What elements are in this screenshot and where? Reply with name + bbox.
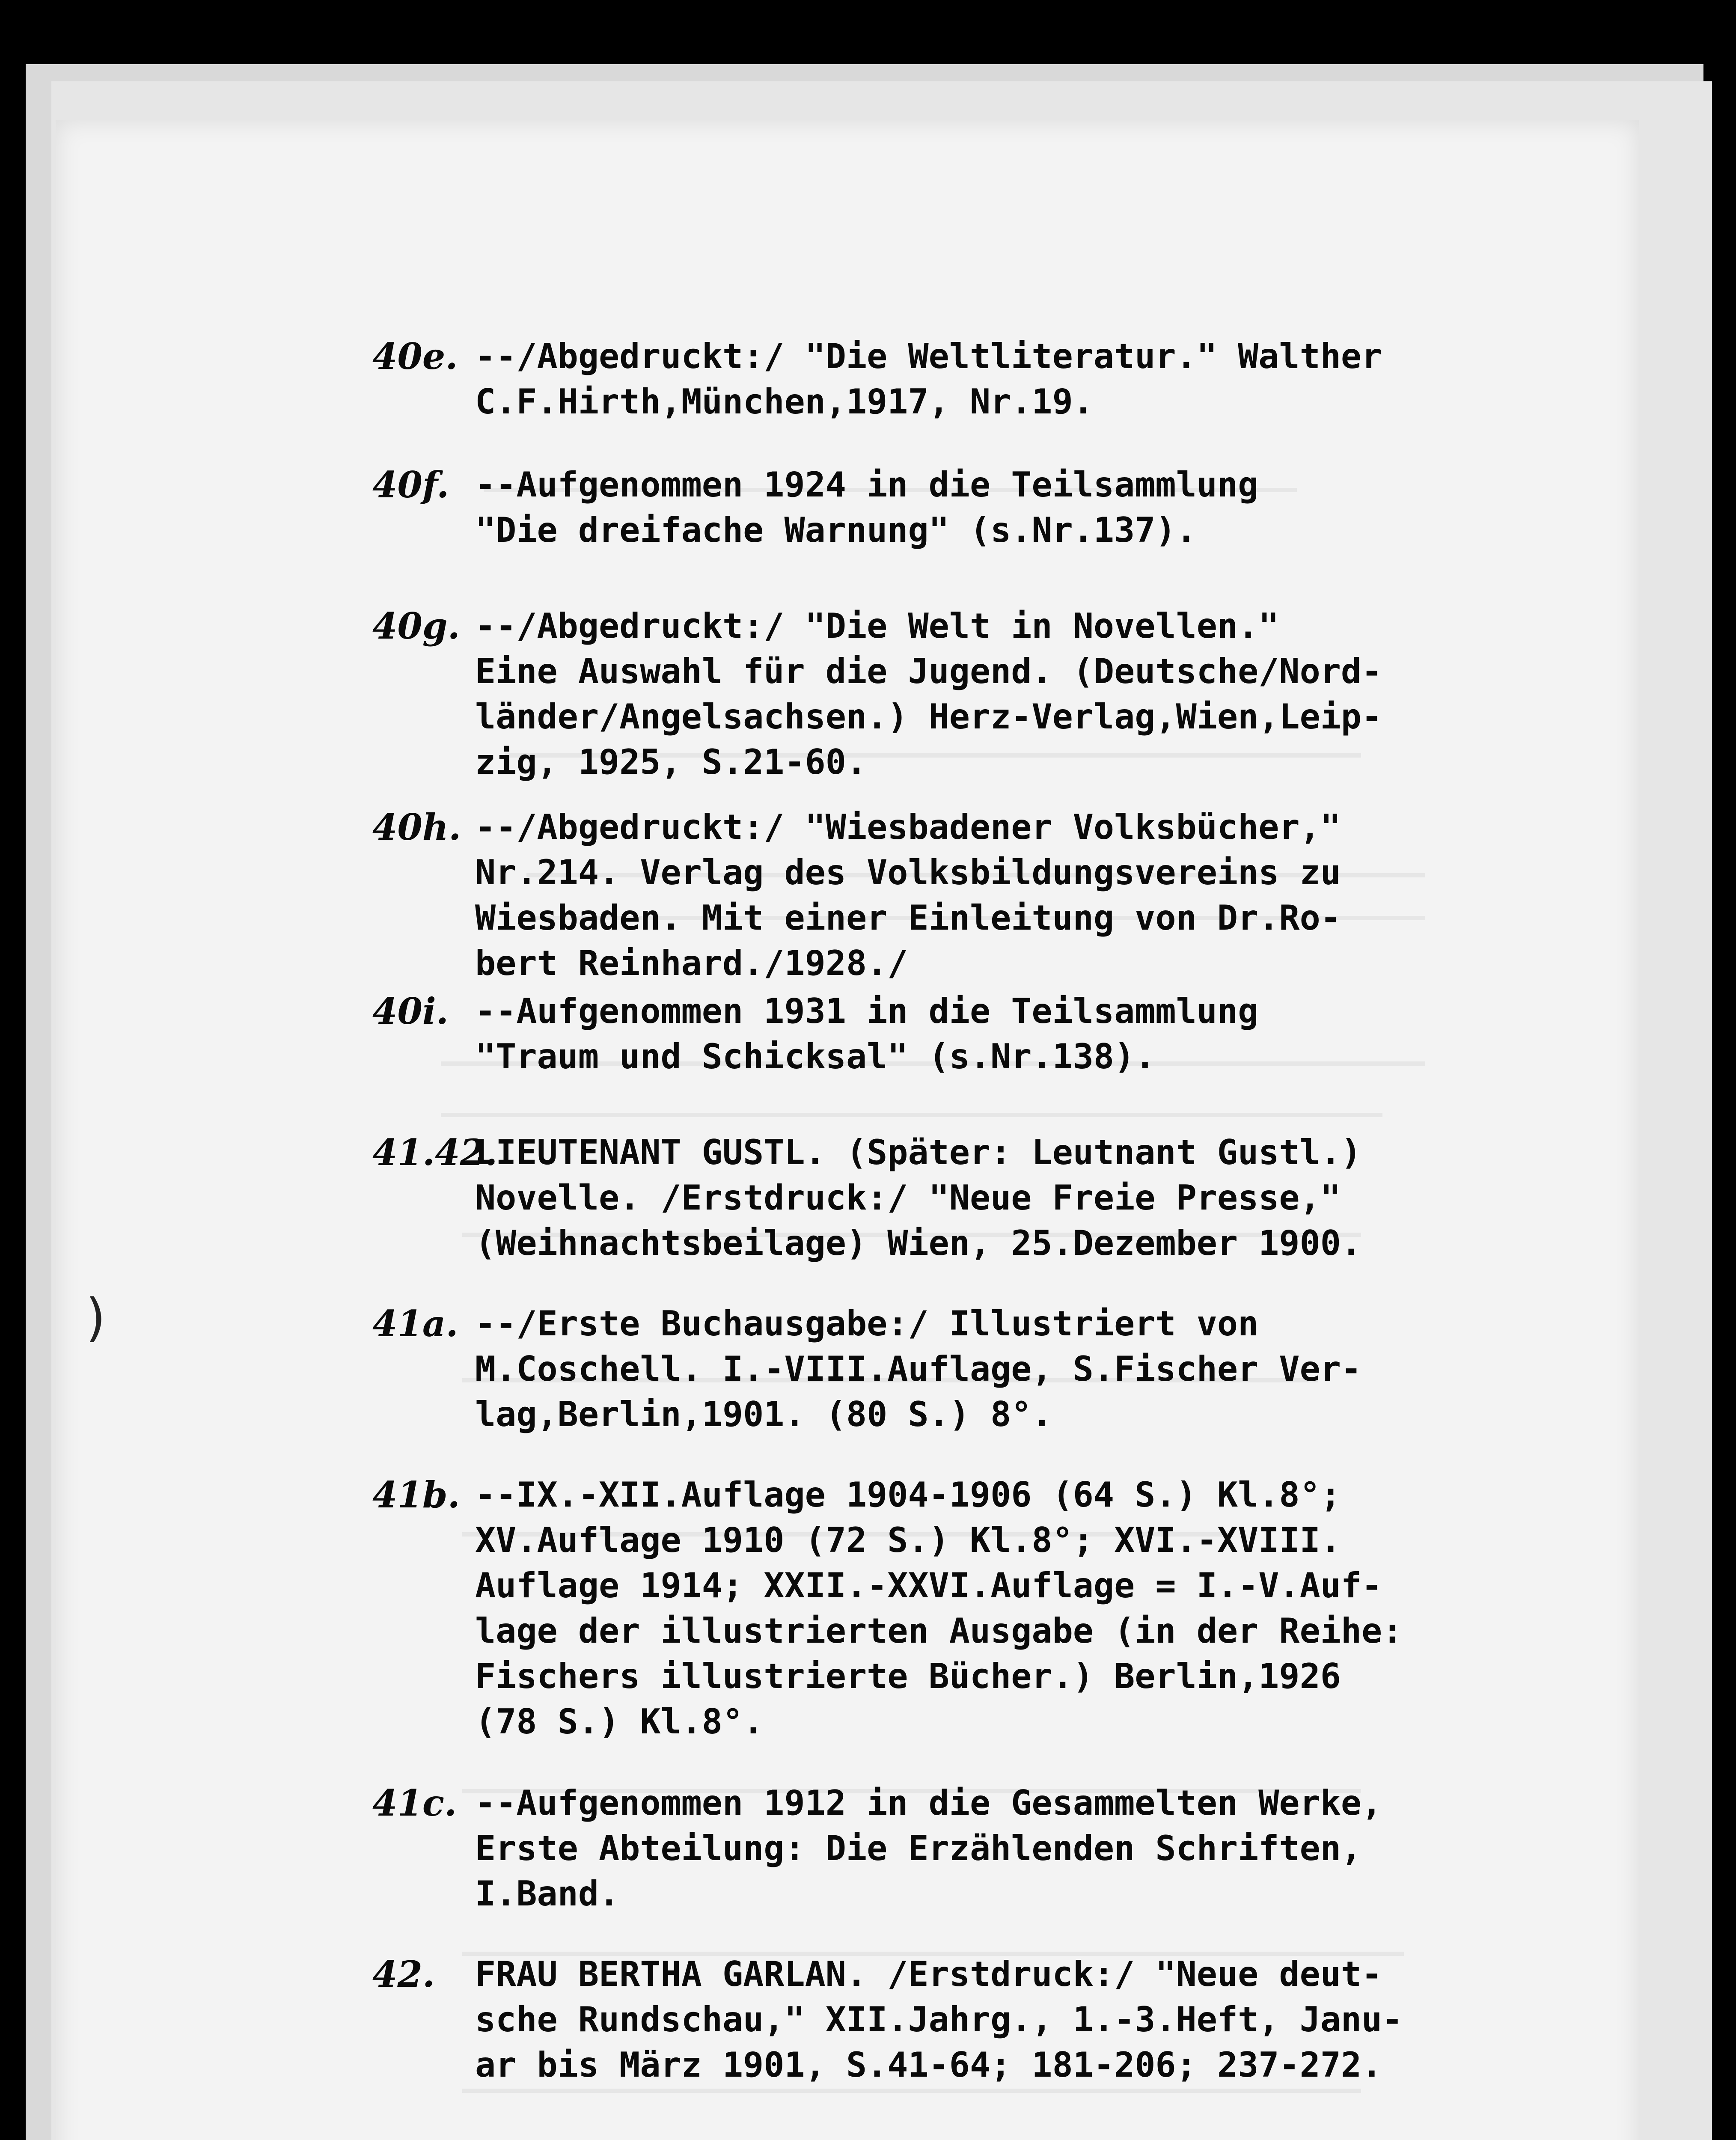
entry-number: 40g. <box>372 605 460 647</box>
entry-number: 42. <box>372 1953 435 1995</box>
entry-number: 41b. <box>372 1474 460 1516</box>
entry-line: (78 S.) Kl.8°. <box>475 1702 764 1742</box>
entry-line: --/Erste Buchausgabe:/ Illustriert von <box>475 1304 1259 1343</box>
entry-line: zig, 1925, S.21-60. <box>475 742 867 782</box>
entry-40h <box>372 805 1341 986</box>
entry-line: lage der illustrierten Ausgabe (in der Reihe: <box>475 1611 1403 1651</box>
entry-40g <box>372 603 1382 785</box>
entry-number: 41c. <box>372 1782 457 1824</box>
entry-41a <box>372 1301 1362 1437</box>
entry-number: 41a. <box>372 1302 458 1345</box>
entry-line: bert Reinhard./1928./ <box>475 943 908 983</box>
entry-line: --Aufgenommen 1912 in die Gesammelten Werke, <box>475 1783 1382 1823</box>
entry-line: "Die dreifache Warnung" (s.Nr.137). <box>475 510 1197 550</box>
entry-number: 40i. <box>372 990 449 1032</box>
entry-line: --IX.-XII.Auflage 1904-1906 (64 S.) Kl.8°; <box>475 1475 1341 1515</box>
entry-number: 41.42. <box>372 1131 498 1174</box>
entry-line: M.Coschell. I.-VIII.Auflage, S.Fischer Ver- <box>475 1349 1362 1389</box>
entry-line: Nr.214. Verlag des Volksbildungsvereins zu <box>475 853 1341 892</box>
entry-42 <box>372 1952 1403 2088</box>
entry-line: XV.Auflage 1910 (72 S.) Kl.8°; XVI.-XVIII. <box>475 1520 1341 1560</box>
entry-40f <box>372 462 1259 553</box>
entry-line: Novelle. /Erstdruck:/ "Neue Freie Presse," <box>475 1178 1341 1218</box>
entry-line: --/Abgedruckt:/ "Die Welt in Novellen." <box>475 606 1279 646</box>
entry-line: Auflage 1914; XXII.-XXVI.Auflage = I.-V.Auf- <box>475 1566 1382 1605</box>
entry-number: 40e. <box>372 335 458 377</box>
entry-line: ar bis März 1901, S.41-64; 181-206; 237-272. <box>475 2045 1382 2085</box>
entry-line: länder/Angelsachsen.) Herz-Verlag,Wien,Leip- <box>475 697 1382 737</box>
entry-line: (Weihnachtsbeilage) Wien, 25.Dezember 1900. <box>475 1223 1362 1263</box>
entry-line: LIEUTENANT GUSTL. (Später: Leutnant Gustl.) <box>475 1132 1362 1172</box>
entry-number: 40f. <box>372 464 449 506</box>
entry-41c <box>372 1780 1382 1917</box>
entry-line: --/Abgedruckt:/ "Wiesbadener Volksbücher," <box>475 807 1341 847</box>
entry-line: --Aufgenommen 1924 in die Teilsammlung <box>475 465 1259 505</box>
entry-line: "Traum und Schicksal" (s.Nr.138). <box>475 1037 1156 1076</box>
entry-line: I.Band. <box>475 1874 620 1914</box>
entry-line: Eine Auswahl für die Jugend. (Deutsche/Nord- <box>475 651 1382 691</box>
entry-40e <box>372 334 1382 425</box>
entry-40i <box>372 989 1259 1079</box>
entry-line: Fischers illustrierte Bücher.) Berlin,1926 <box>475 1656 1341 1696</box>
entry-line: lag,Berlin,1901. (80 S.) 8°. <box>475 1394 1052 1434</box>
entry-41 <box>372 1130 1362 1266</box>
entry-line: --/Abgedruckt:/ "Die Weltliteratur." Walther <box>475 336 1382 376</box>
entry-line: Wiesbaden. Mit einer Einleitung von Dr.Ro- <box>475 898 1341 938</box>
entry-number: 40h. <box>372 806 461 848</box>
entry-line: C.F.Hirth,München,1917, Nr.19. <box>475 382 1094 422</box>
entry-line: --Aufgenommen 1931 in die Teilsammlung <box>475 991 1259 1031</box>
entry-line: FRAU BERTHA GARLAN. /Erstdruck:/ "Neue deut- <box>475 1954 1382 1994</box>
entry-line: sche Rundschau," XII.Jahrg., 1.-3.Heft, Janu- <box>475 2000 1403 2039</box>
entry-line: Erste Abteilung: Die Erzählenden Schriften, <box>475 1828 1362 1868</box>
entry-41b <box>372 1472 1403 1745</box>
document-page <box>56 120 1639 2140</box>
margin-bracket-mark: ) <box>86 1288 106 1348</box>
